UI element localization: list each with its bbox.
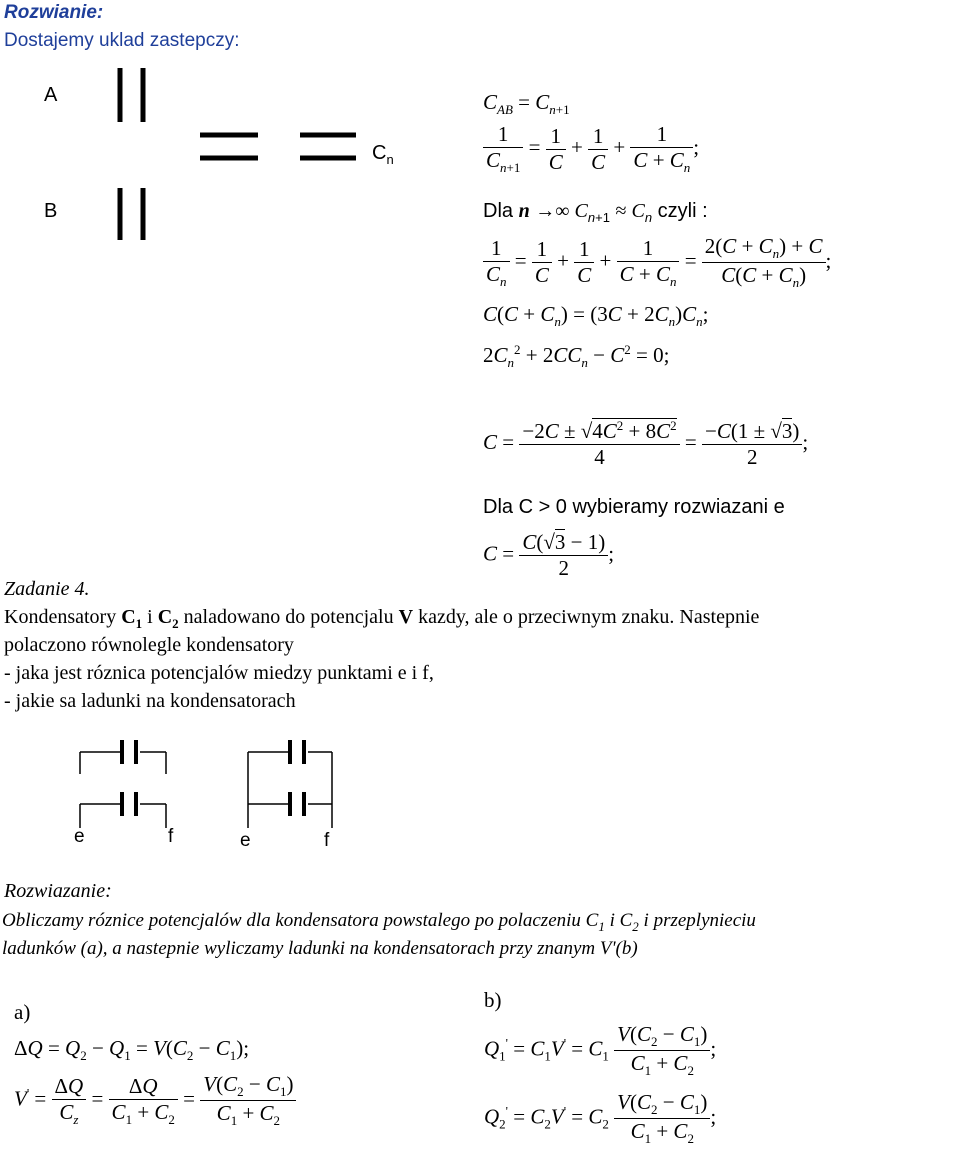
circuit-label-cn: $C_n$ (372, 142, 394, 167)
part-a-label: a) (14, 1000, 31, 1024)
answer-line-1: Obliczamy róznice potencjalów dla kondensatora powstalego po polaczeniu $C_1$ i $C_2$ i przeplynieciu (2, 910, 756, 934)
parallel-connection-diagram (60, 732, 360, 832)
circuit2-right-f: f (324, 830, 330, 851)
task4-question-2: - jakie sa ladunki na kondensatorach (4, 690, 296, 712)
solution-heading: Rozwianie: (4, 2, 104, 23)
eq-delta-q: $\Delta Q = Q_2 - Q_1 = V(C_2 - C_1)$; (14, 1036, 250, 1064)
eq-cn-solve: $\frac{1}{C_n}$ = $\frac{1}{C}$ + $\frac{1}{C}$ + $\frac{1}{C + C_n}$ = $\frac{2(C + C_n) + C}{C(C + C_n)}$ ; (483, 234, 831, 291)
task4-paragraph-2: polaczono równolegle kondensatory (4, 634, 294, 656)
eq-series-sum: $\frac{1}{C_{n+1}}$ = $\frac{1}{C}$ + $\frac{1}{C}$ + $\frac{1}{C + C_n}$ ; (483, 122, 699, 176)
equivalent-circuit-heading: Dostajemy uklad zastepczy: (4, 30, 240, 51)
eq-product: $C(C + C_n) = (3C + 2C_n)C_n$; (483, 302, 709, 330)
eq-q1-prime: $Q_1' = C_1V' = C_1$ $\frac{V(C_2 - C_1)}{C_1 + C_2}$ ; (484, 1022, 717, 1079)
eq-v-prime: V' = $\frac{\Delta Q}{C_z}$ = $\frac{\Delta Q}{C_1 + C_2}$ = $\frac{V(C_2 - C_1)}{C_1 + C_2}$ (14, 1072, 296, 1129)
eq-cab: $C_{AB} = C_{n+1}$ (483, 90, 570, 118)
answer-title: Rozwiazanie: (4, 880, 112, 902)
task4-title: Zadanie 4. (4, 578, 90, 600)
equivalent-circuit-diagram (0, 60, 380, 240)
task4-paragraph-1: Kondensatory $C_1$ i $C_2$ naladowano do potencjalu V kazdy, ale o przeciwnym znaku. Nastepnie (4, 606, 760, 631)
circuit2-left-e: e (74, 826, 85, 847)
circuit-label-b: B (44, 200, 58, 222)
circuit-label-a: A (44, 84, 58, 106)
choose-positive-text: Dla C > 0 wybieramy rozwiazani e (483, 496, 785, 518)
eq-final: C = $\frac{C(√3 - 1)}{2}$ ; (483, 530, 615, 580)
eq-roots: C = $\frac{-2C \pm √4C^2 + 8C^2}{4}$ = $\frac{-C(1 \pm √3)}{2}$ ; (483, 418, 809, 469)
answer-line-2: ladunków (a), a nastepnie wyliczamy ladunki na kondensatorach przy znanym V'(b) (2, 938, 638, 959)
eq-q2-prime: $Q_2' = C_2V' = C_2$ $\frac{V(C_2 - C_1)}{C_1 + C_2}$ ; (484, 1090, 717, 1147)
task4-question-1: - jaka jest róznica potencjalów miedzy punktami e i f, (4, 662, 434, 684)
part-b-label: b) (484, 988, 502, 1012)
circuit2-right-e: e (240, 830, 251, 851)
circuit2-left-f: f (168, 826, 174, 847)
eq-quadratic: $2C_n^2 + 2CC_n - C^2 = 0$; (483, 342, 670, 371)
eq-limit: Dla n →∞ $C_{n+1} \approx C_n$ czyli : (483, 200, 708, 225)
